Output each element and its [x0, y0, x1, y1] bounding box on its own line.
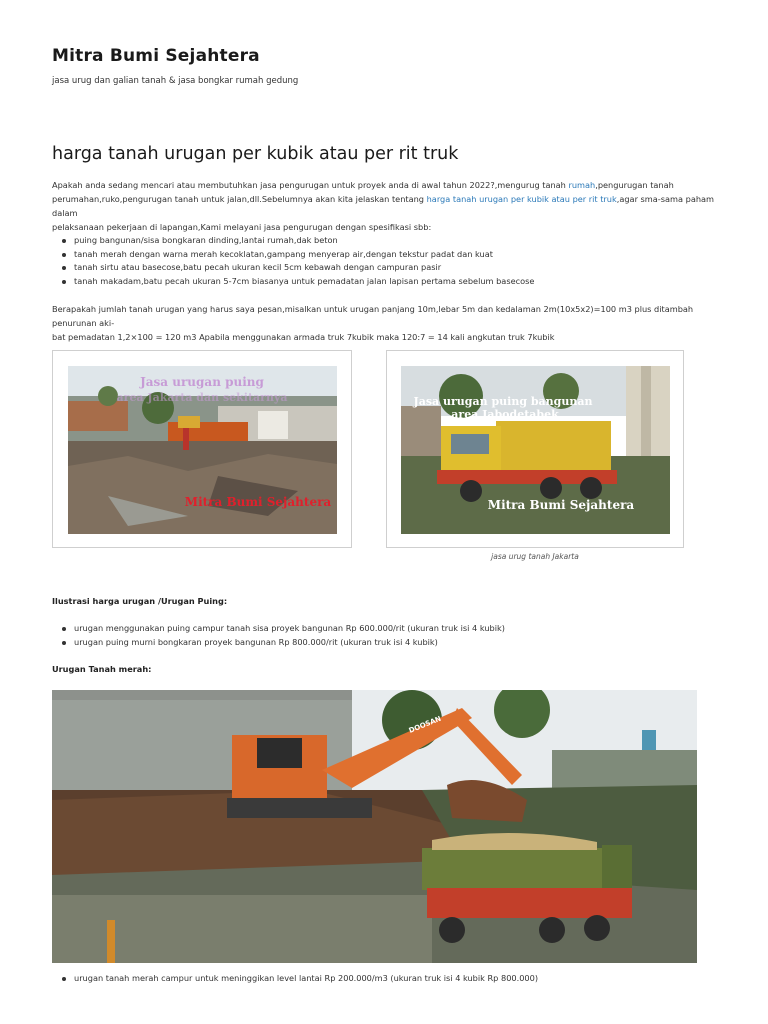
figure-puing-1[interactable] [52, 350, 352, 548]
tanah-merah-price-list [52, 972, 712, 986]
intro-text-4: ,agar sma-sama paham dalam [52, 194, 715, 218]
intro-text-2: ,pengurugan tanah [595, 180, 674, 190]
post-title: harga tanah urugan per kubik atau per rit truk [52, 144, 459, 164]
link-harga-tanah[interactable]: harga tanah urugan per kubik atau per rit truk [426, 194, 617, 204]
link-rumah[interactable]: rumah [568, 180, 596, 190]
figure-caption: jasa urug tanah Jakarta [491, 552, 579, 561]
overlay-title-2: area Jabodetabek [451, 408, 559, 421]
list-item: tanah merah dengan warna merah kecoklatan,gampang menyerap air,dengan tekstur padat dan kuat [52, 248, 712, 262]
overlay-title-2: area Jakarta dan sekitarnya [116, 391, 288, 404]
overlay-title-1: Jasa urugan puing [140, 375, 264, 389]
intro-text-5: pelaksanaan pekerjaan di lapangan,Kami melayani jasa pengurugan dengan spesifikasi sbb: [52, 222, 432, 232]
excavator-brand-label: DOOSAN [407, 714, 443, 735]
section-heading-tanah-merah: Urugan Tanah merah: [52, 664, 152, 674]
figure-puing-2[interactable] [386, 350, 684, 548]
overlay-title-1: Jasa urugan puing bangunan [413, 395, 593, 408]
calc-paragraph [52, 302, 720, 344]
site-tagline: jasa urug dan galian tanah & jasa bongkar rumah gedung [52, 76, 299, 86]
photo-demolition-site [68, 366, 337, 534]
list-item: puing bangunan/sisa bongkaran dinding,lantai rumah,dak beton [52, 234, 712, 248]
list-item: urugan puing murni bongkaran proyek bangunan Rp 800.000/rit (ukuran truk isi 4 kubik) [52, 636, 712, 650]
puing-price-list [52, 622, 712, 649]
calc-line-1: Berapakah jumlah tanah urugan yang harus saya pesan,misalkan untuk urugan panjang 10m,lebar 5m dan kedalaman 2m(10x5x2)=100 m3 plus ditambah penurunan aki- [52, 304, 694, 328]
list-item: tanah sirtu atau basecose,batu pecah ukuran kecil 5cm kebawah dengan campuran pasir [52, 261, 712, 275]
calc-line-2: bat pemadatan 1,2×100 = 120 m3 Apabila menggunakan armada truk 7kubik maka 120:7 = 14 kali angkutan truk 7kubik [52, 332, 555, 342]
list-item: urugan tanah merah campur untuk meninggikan level lantai Rp 200.000/m3 (ukuran truk isi 4 kubik Rp 800.000) [52, 972, 712, 986]
section-heading-puing: Ilustrasi harga urugan /Urugan Puing: [52, 596, 228, 606]
intro-text-1: Apakah anda sedang mencari atau membutuhkan jasa pengurugan untuk proyek anda di awal tahun 2022?,mengurug tanah [52, 180, 569, 190]
overlay-brand: Mitra Bumi Sejahtera [184, 495, 332, 509]
site-title[interactable]: Mitra Bumi Sejahtera [52, 46, 260, 66]
overlay-brand: Mitra Bumi Sejahtera [487, 498, 635, 512]
photo-dump-truck [401, 366, 670, 534]
list-item: urugan menggunakan puing campur tanah sisa proyek bangunan Rp 600.000/rit (ukuran truk isi 4 kubik) [52, 622, 712, 636]
intro-paragraph [52, 178, 720, 234]
photo-excavator-truck[interactable] [52, 690, 697, 963]
spec-list [52, 234, 712, 288]
intro-text-3: perumahan,ruko,pengurugan tanah untuk jalan,dll.Sebelumnya akan kita jelaskan tentang [52, 194, 427, 204]
list-item: tanah makadam,batu pecah ukuran 5-7cm biasanya untuk pemadatan jalan lapisan pertama sebelum basecose [52, 275, 712, 289]
